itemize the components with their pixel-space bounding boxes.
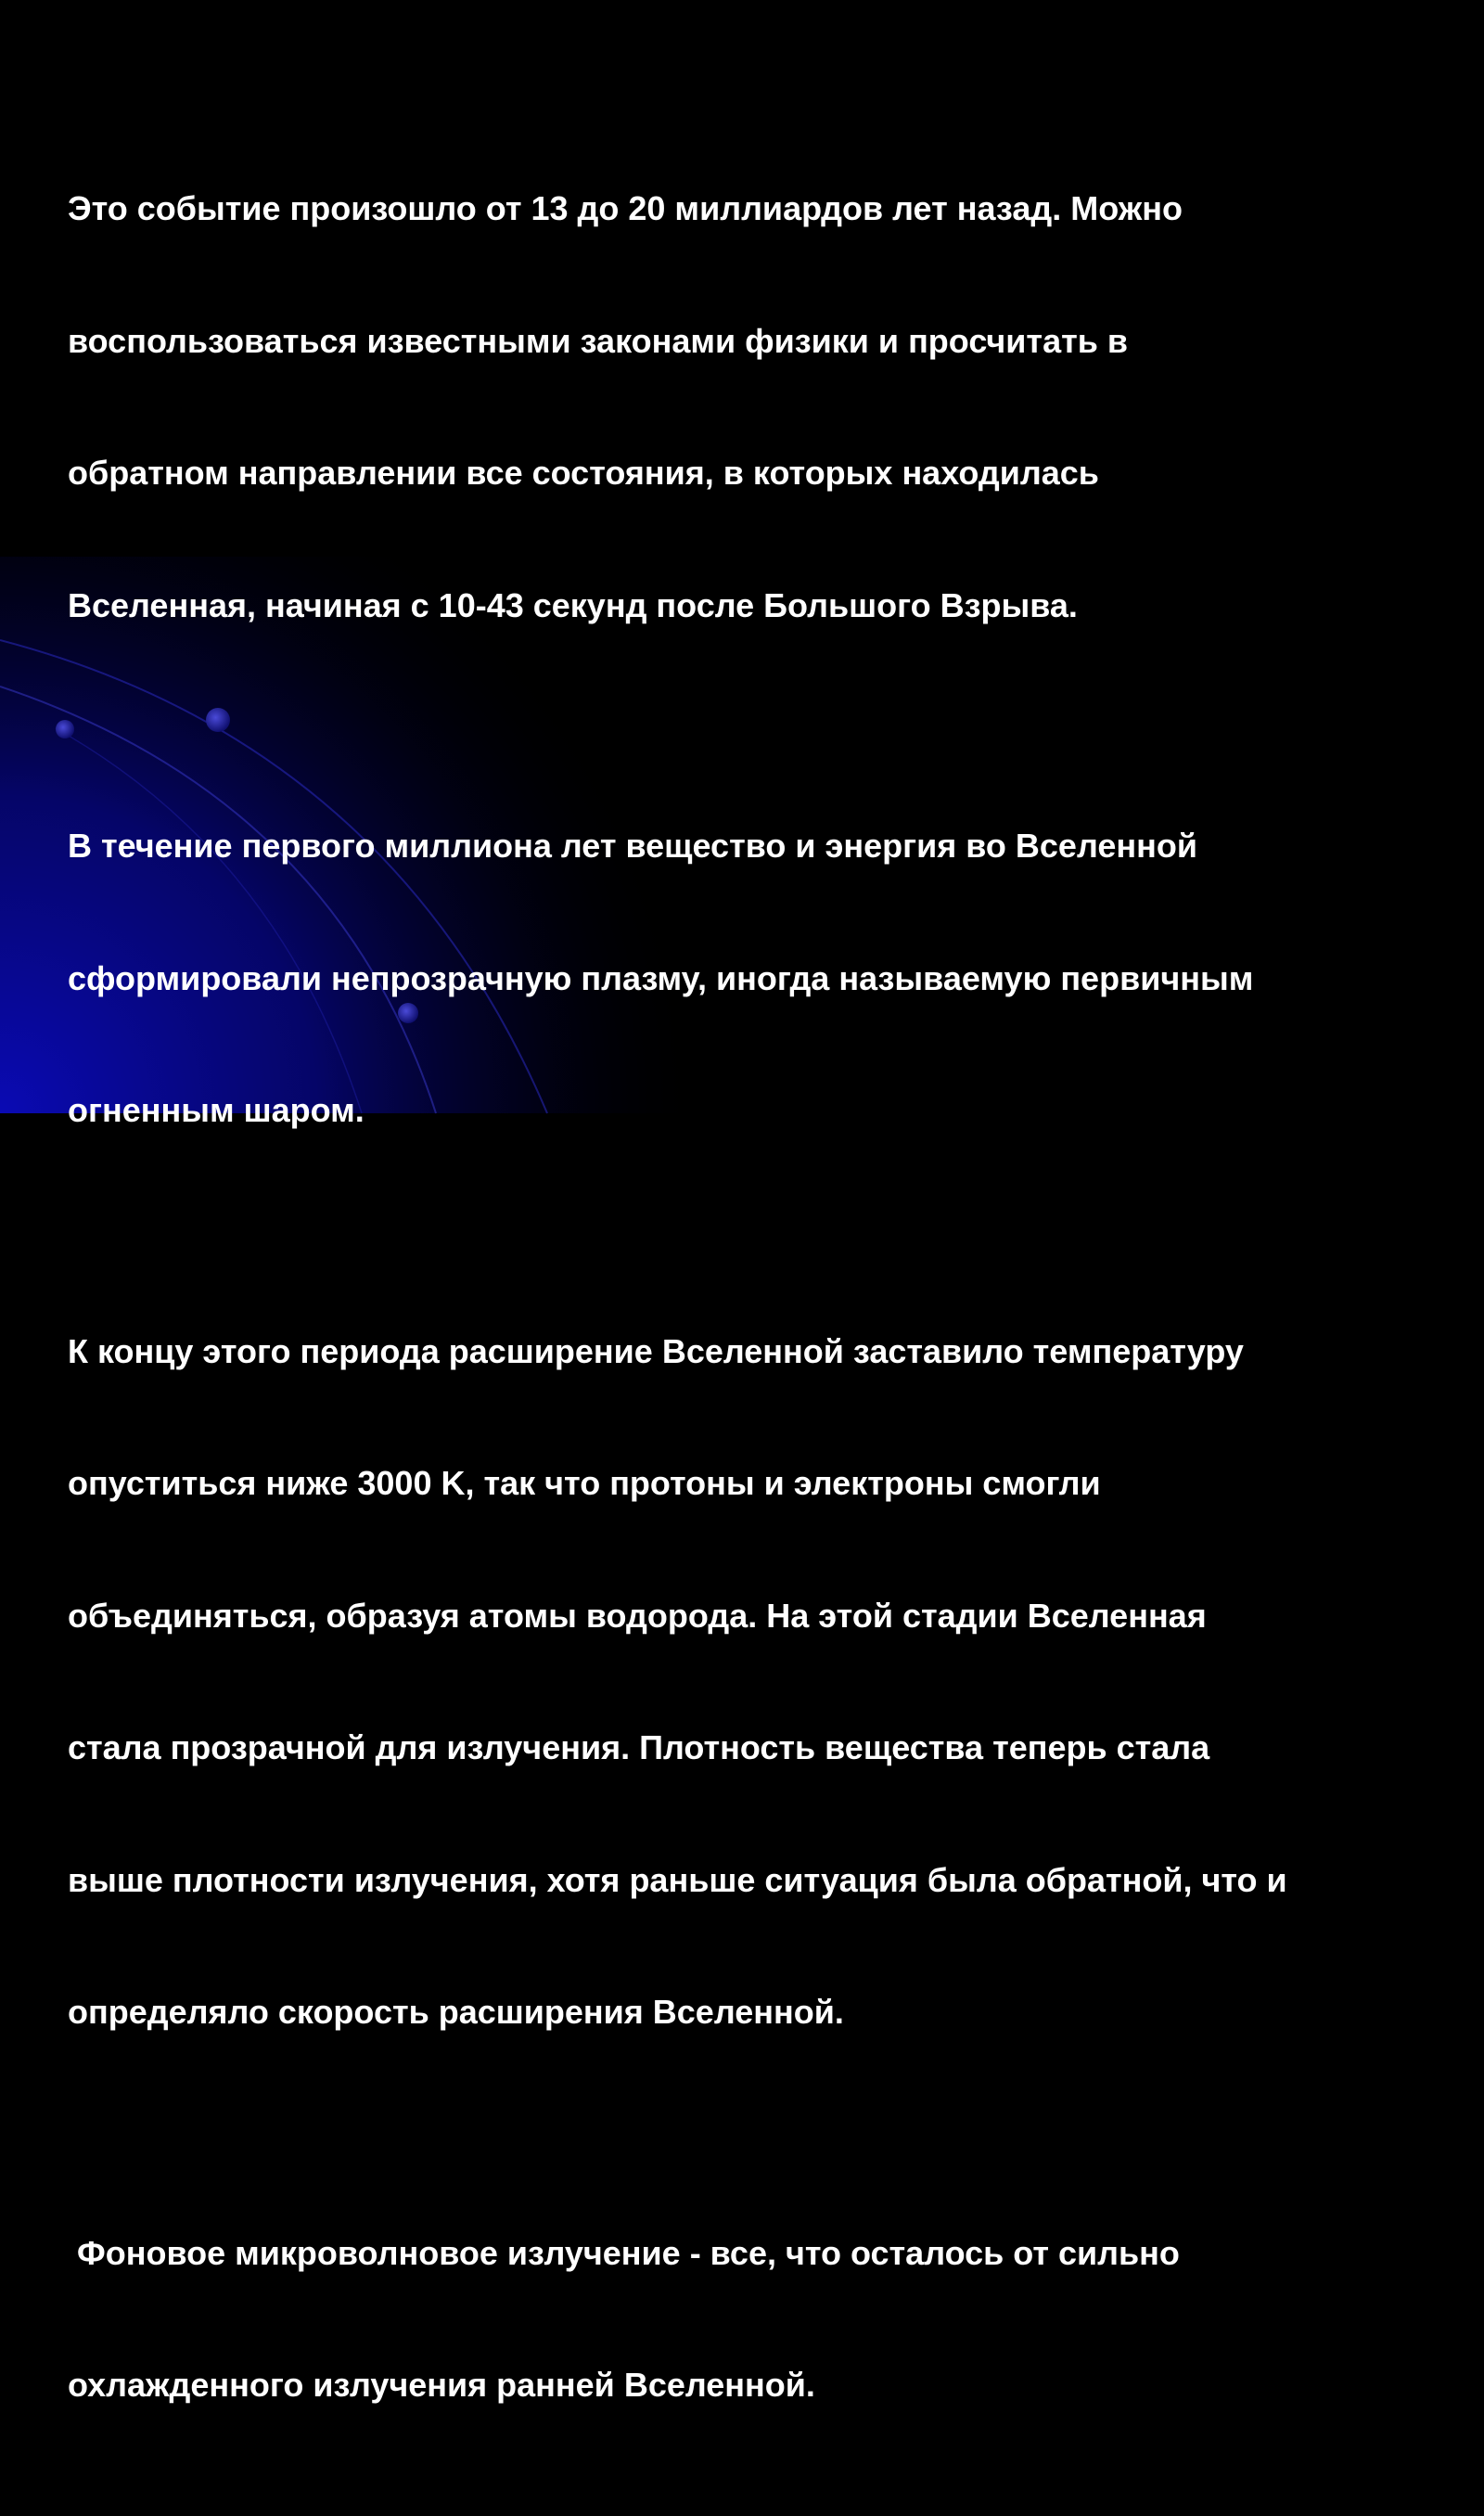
paragraph-2 (68, 736, 1459, 1221)
paragraph-2-line-3: огненным шаром. (68, 1091, 365, 1129)
paragraph-1 (68, 98, 1459, 715)
paragraph-3-line-3: объединяться, образуя атомы водорода. На этой стадии Вселенная (68, 1596, 1207, 1635)
slide-text-body (68, 98, 1459, 2516)
paragraph-4 (68, 2143, 1459, 2496)
paragraph-4-line-2: охлажденного излучения ранней Вселенной. (68, 2366, 815, 2404)
paragraph-3-line-6: определяло скорость расширения Вселенной. (68, 1993, 844, 2031)
paragraph-1-line-1: Это событие произошло от 13 до 20 миллиардов лет назад. Можно (68, 189, 1183, 227)
paragraph-3 (68, 1241, 1459, 2123)
paragraph-3-line-2: опуститься ниже 3000 K, так что протоны и электроны смогли (68, 1464, 1101, 1502)
paragraph-3-line-4: стала прозрачной для излучения. Плотность вещества теперь стала (68, 1728, 1210, 1766)
paragraph-1-line-3: обратном направлении все состояния, в которых находилась (68, 454, 1099, 492)
paragraph-2-line-1: В течение первого миллиона лет вещество и энергия во Вселенной (68, 827, 1197, 865)
paragraph-2-line-2: сформировали непрозрачную плазму, иногда называемую первичным (68, 958, 1254, 997)
paragraph-3-line-5: выше плотности излучения, хотя раньше ситуация была обратной, что и (68, 1860, 1287, 1899)
paragraph-4-line-1: Фоновое микроволновое излучение - все, что осталось от сильно (68, 2233, 1180, 2272)
paragraph-1-line-4: Вселенная, начиная с 10-43 секунд после Большого Взрыва. (68, 585, 1078, 624)
paragraph-3-line-1: К концу этого периода расширение Вселенной заставило температуру (68, 1331, 1244, 1370)
paragraph-1-line-2: воспользоваться известными законами физики и просчитать в (68, 321, 1128, 360)
